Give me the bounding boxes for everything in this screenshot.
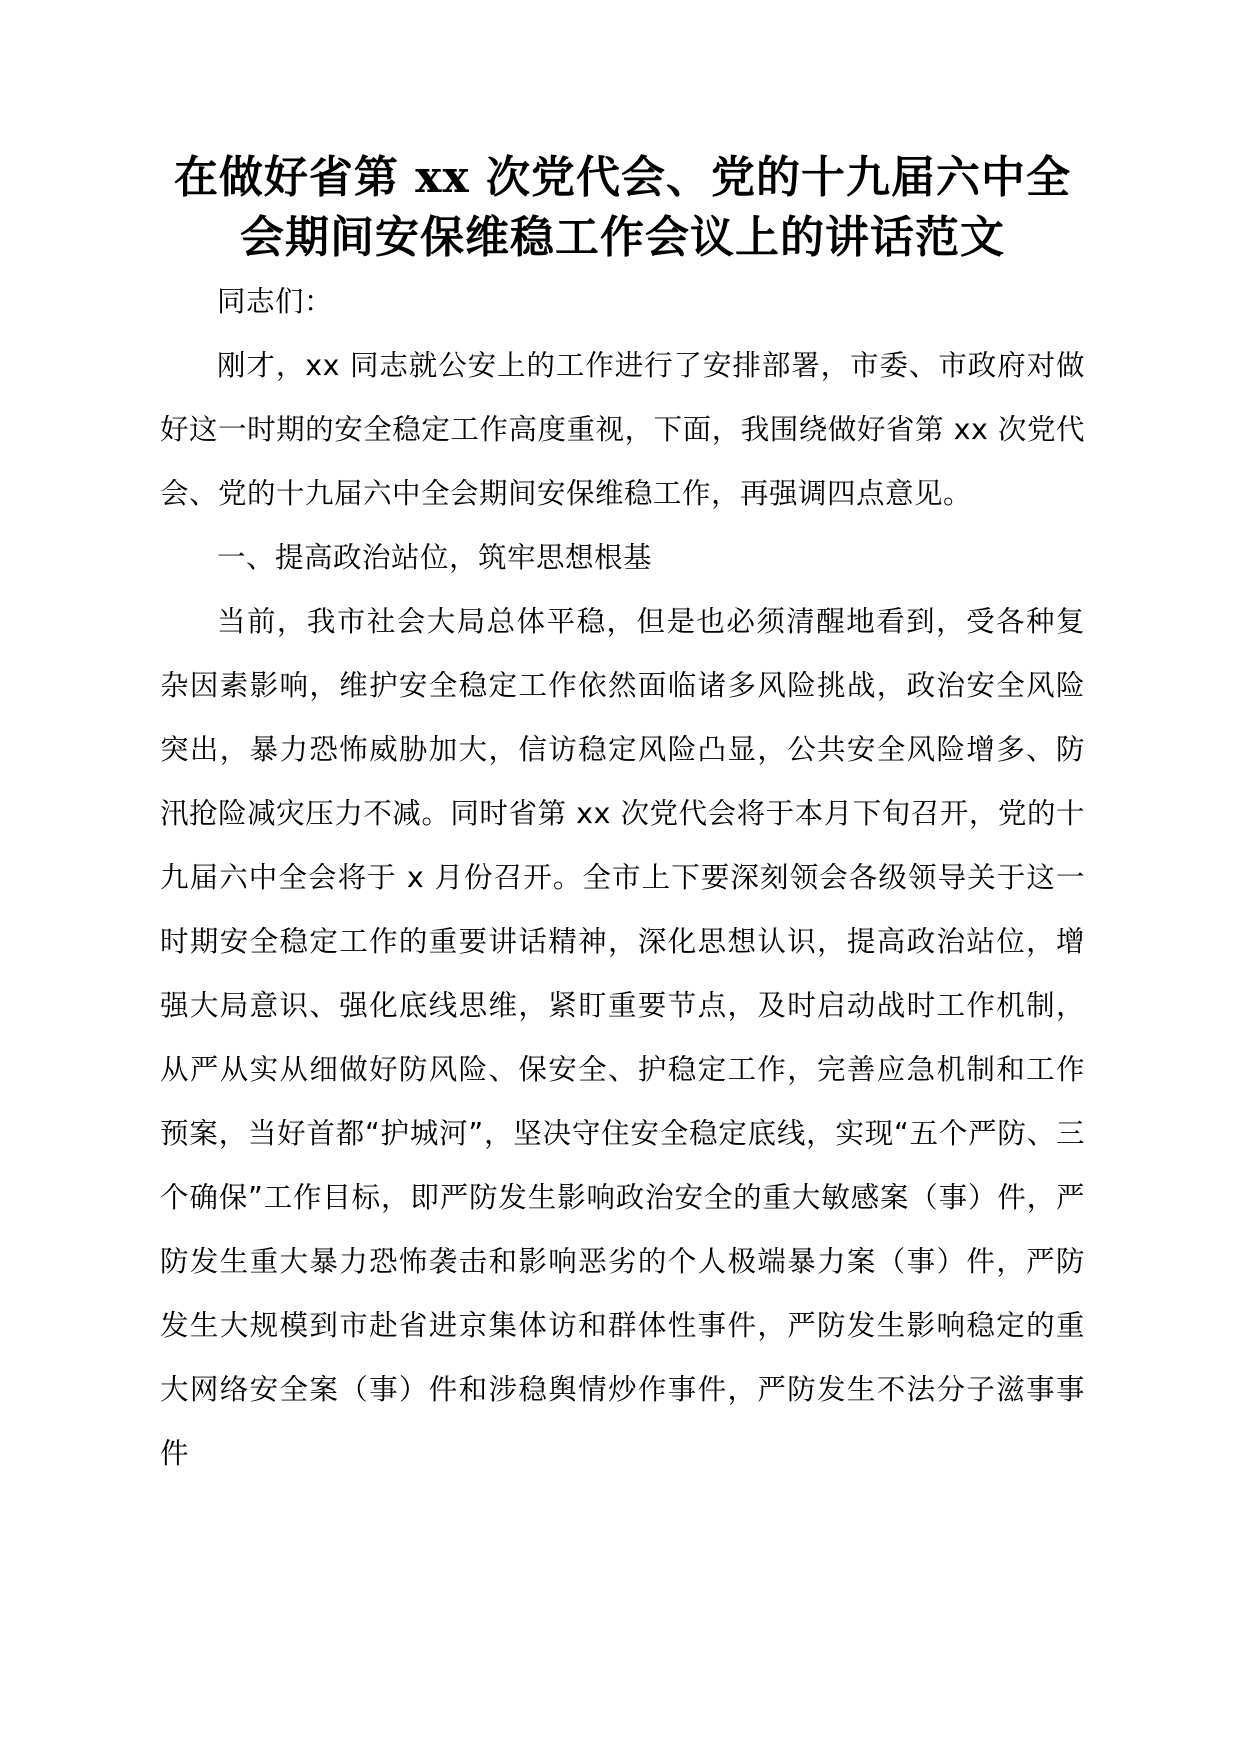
document-title: 在做好省第 xx 次党代会、党的十九届六中全会期间安保维稳工作会议上的讲话范文 <box>173 152 1072 263</box>
salutation: 同志们： <box>217 285 334 318</box>
document-body <box>160 270 1085 1486</box>
document-page <box>160 148 1085 1486</box>
section-paragraph: 当前，我市社会大局总体平稳，但是也必须清醒地看到，受各种复杂因素影响，维护安全稳定工作依然面临诸多风险挑战，政治安全风险突出，暴力恐怖威胁加大，信访稳定风险凸显，公共安全风险增多、防汛抢险减灾压力不减。同时省第 xx 次党代会将于本月下旬召开，党的十九届六中全会将于 x 月份召开。全市上下要深刻领会各级领导关于这一时期安全稳定工作的重要讲话精神，深化思想认识，提高政治站位，增强大局意识、强化底线思维，紧盯重要节点，及时启动战时工作机制，从严从实从细做好防风险、保安全、护稳定工作，完善应急机制和工作预案，当好首都“护城河”，坚决守住安全稳定底线，实现“五个严防、三个确保”工作目标，即严防发生影响政治安全的重大敏感案（事）件，严防发生重大暴力恐怖袭击和影响恶劣的个人极端暴力案（事）件，严防发生大规模到市赴省进京集体访和群体性事件，严防发生影响稳定的重大网络安全案（事）件和涉稳舆情炒作事件，严防发生不法分子滋事事件 <box>160 605 1085 1470</box>
section-heading: 一、提高政治站位，筑牢思想根基 <box>217 541 653 574</box>
intro-paragraph: 刚才，xx 同志就公安上的工作进行了安排部署，市委、市政府对做好这一时期的安全稳定工作高度重视，下面，我围绕做好省第 xx 次党代会、党的十九届六中全会期间安保维稳工作，再强调四点意见。 <box>160 349 1085 510</box>
